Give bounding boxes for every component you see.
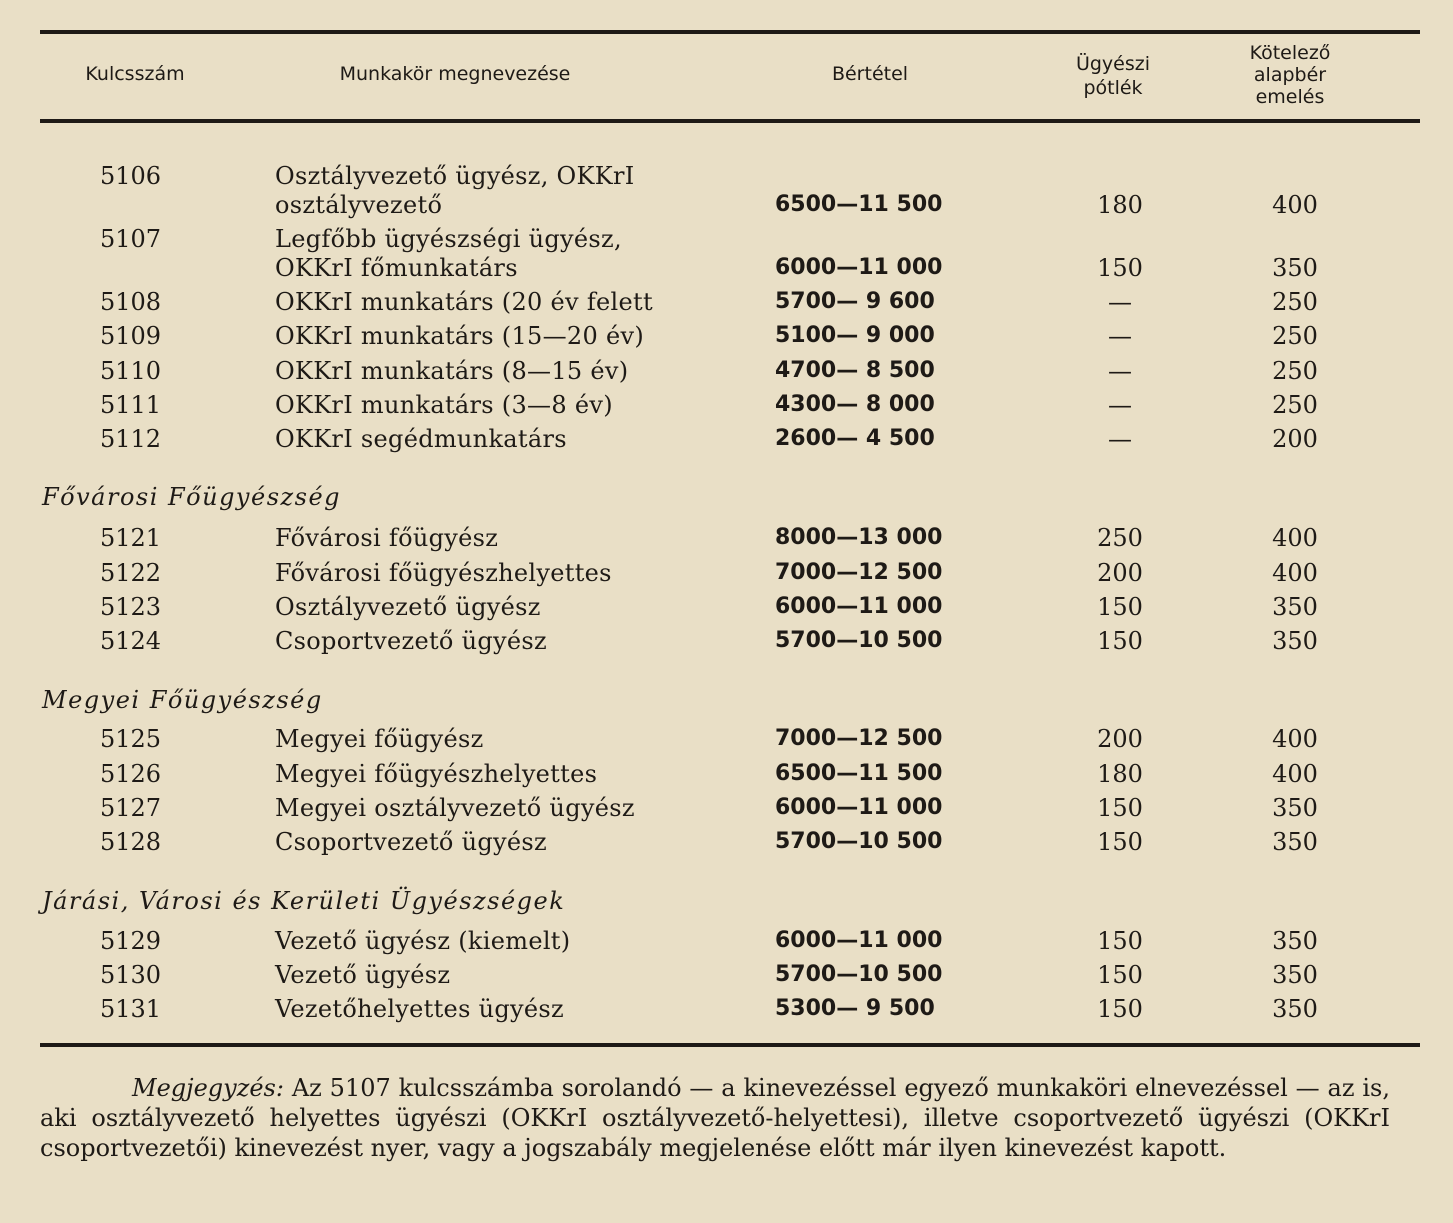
job-cell-line1: Legfőbb ügyészségi ügyész, [275, 225, 622, 253]
key-cell: 5127 [100, 794, 162, 822]
header-bonus-line2: pótlék [1083, 77, 1143, 99]
salary-cell: 4300— 8 000 [775, 392, 935, 417]
job-cell: Megyei főügyészhelyettes [275, 760, 598, 788]
footnote-lead: Megjegyzés: [132, 1074, 284, 1102]
raise-cell: 350 [1272, 995, 1318, 1023]
job-cell: Vezető ügyész (kiemelt) [275, 927, 571, 955]
header-rule [40, 119, 1420, 123]
bonus-cell: 150 [1097, 995, 1143, 1023]
raise-cell: 250 [1272, 322, 1318, 350]
raise-cell: 400 [1272, 760, 1318, 788]
job-cell-line2: osztályvezető [275, 191, 443, 219]
job-cell: Vezetőhelyettes ügyész [275, 995, 564, 1023]
job-cell: OKKrI segédmunkatárs [275, 425, 567, 453]
raise-cell: 200 [1272, 425, 1318, 453]
salary-cell: 5700— 9 600 [775, 289, 935, 314]
job-cell: OKKrI munkatárs (3—8 év) [275, 391, 613, 419]
job-cell-line1: Osztályvezető ügyész, OKKrI [275, 162, 635, 190]
salary-cell: 8000—13 000 [775, 525, 943, 550]
section-heading: Megyei Főügyészség [42, 686, 323, 714]
raise-cell: 350 [1272, 593, 1318, 621]
raise-cell: 250 [1272, 288, 1318, 316]
salary-cell: 6000—11 000 [775, 928, 943, 953]
header-salary: Bértétel [831, 63, 909, 85]
salary-cell: 5700—10 500 [775, 829, 943, 854]
key-cell: 5109 [100, 322, 162, 350]
bonus-cell: 150 [1097, 927, 1143, 955]
header-key: Kulcsszám [85, 63, 185, 85]
bonus-cell: — [1108, 425, 1132, 453]
salary-cell: 4700— 8 500 [775, 358, 935, 383]
key-cell: 5131 [100, 995, 162, 1023]
job-cell-line2: OKKrI főmunkatárs [275, 254, 518, 282]
raise-cell: 350 [1272, 254, 1318, 282]
key-cell: 5121 [100, 524, 162, 552]
raise-cell: 350 [1272, 961, 1318, 989]
raise-cell: 350 [1272, 927, 1318, 955]
header-raise-line1: Kötelező [1249, 42, 1331, 64]
salary-cell: 2600— 4 500 [775, 426, 935, 451]
raise-cell: 350 [1272, 627, 1318, 655]
footnote-text: Az 5107 kulcsszámba sorolandó — a kinevezéssel egyező munkaköri elnevezéssel — az is, aki osztályvezető helyettes ügyészi (OKKrI osztályvezető-helyettesi), illetve csoportvezető ügyészi (OKKrI csoportvezetői) kinevezést nyer, vagy a jogszabály megjelenése előtt már ilyen kinevezést kapott. [40, 1074, 1390, 1162]
section-heading: Járási, Városi és Kerületi Ügyészségek [42, 887, 566, 915]
job-cell: Osztályvezető ügyész [275, 593, 541, 621]
job-cell: Fővárosi főügyész [275, 524, 499, 552]
bonus-cell: 200 [1097, 725, 1143, 753]
salary-cell: 6500—11 500 [775, 761, 943, 786]
key-cell: 5111 [100, 391, 162, 419]
key-cell: 5128 [100, 828, 162, 856]
key-cell: 5107 [100, 225, 162, 253]
bottom-rule [40, 1043, 1420, 1047]
job-cell: OKKrI munkatárs (8—15 év) [275, 357, 629, 385]
bonus-cell: 150 [1097, 254, 1143, 282]
raise-cell: 400 [1272, 191, 1318, 219]
bonus-cell: 200 [1097, 559, 1143, 587]
job-cell: Megyei főügyész [275, 725, 484, 753]
salary-cell: 6000—11 000 [775, 255, 943, 280]
header-bonus [1058, 52, 1168, 100]
raise-cell: 400 [1272, 725, 1318, 753]
bonus-cell: — [1108, 357, 1132, 385]
key-cell: 5122 [100, 559, 162, 587]
key-cell: 5123 [100, 593, 162, 621]
key-cell: 5124 [100, 627, 162, 655]
raise-cell: 350 [1272, 828, 1318, 856]
bonus-cell: — [1108, 391, 1132, 419]
salary-cell: 6000—11 000 [775, 594, 943, 619]
bonus-cell: 180 [1097, 191, 1143, 219]
job-cell: Csoportvezető ügyész [275, 627, 547, 655]
key-cell: 5106 [100, 162, 162, 190]
bonus-cell: 150 [1097, 828, 1143, 856]
header-raise-line2: alapbér [1253, 64, 1327, 86]
salary-cell: 5100— 9 000 [775, 323, 935, 348]
raise-cell: 400 [1272, 559, 1318, 587]
header-bonus-line1: Ügyészi [1075, 53, 1151, 75]
salary-cell: 6000—11 000 [775, 795, 943, 820]
section-heading: Fővárosi Főügyészség [42, 483, 342, 511]
salary-cell: 5700—10 500 [775, 962, 943, 987]
key-cell: 5110 [100, 357, 162, 385]
job-cell: OKKrI munkatárs (20 év felett [275, 288, 653, 316]
salary-cell: 6500—11 500 [775, 192, 943, 217]
job-cell: Megyei osztályvezető ügyész [275, 794, 635, 822]
job-cell: Csoportvezető ügyész [275, 828, 547, 856]
header-raise-line3: emelés [1255, 86, 1325, 108]
raise-cell: 250 [1272, 391, 1318, 419]
header-job: Munkakör megnevezése [339, 63, 571, 85]
raise-cell: 250 [1272, 357, 1318, 385]
header-raise [1230, 42, 1350, 108]
salary-cell: 7000—12 500 [775, 726, 943, 751]
bonus-cell: 250 [1097, 524, 1143, 552]
job-cell: Fővárosi főügyészhelyettes [275, 559, 612, 587]
key-cell: 5129 [100, 927, 162, 955]
salary-cell: 5300— 9 500 [775, 996, 935, 1021]
key-cell: 5112 [100, 425, 162, 453]
bonus-cell: 150 [1097, 593, 1143, 621]
bonus-cell: 180 [1097, 760, 1143, 788]
key-cell: 5126 [100, 760, 162, 788]
bonus-cell: — [1108, 322, 1132, 350]
key-cell: 5125 [100, 725, 162, 753]
bonus-cell: 150 [1097, 627, 1143, 655]
bonus-cell: — [1108, 288, 1132, 316]
job-cell: OKKrI munkatárs (15—20 év) [275, 322, 645, 350]
salary-cell: 5700—10 500 [775, 628, 943, 653]
footnote [40, 1073, 1390, 1163]
top-rule [40, 30, 1420, 34]
key-cell: 5108 [100, 288, 162, 316]
bonus-cell: 150 [1097, 794, 1143, 822]
key-cell: 5130 [100, 961, 162, 989]
raise-cell: 350 [1272, 794, 1318, 822]
raise-cell: 400 [1272, 524, 1318, 552]
bonus-cell: 150 [1097, 961, 1143, 989]
job-cell: Vezető ügyész [275, 961, 451, 989]
salary-cell: 7000—12 500 [775, 560, 943, 585]
